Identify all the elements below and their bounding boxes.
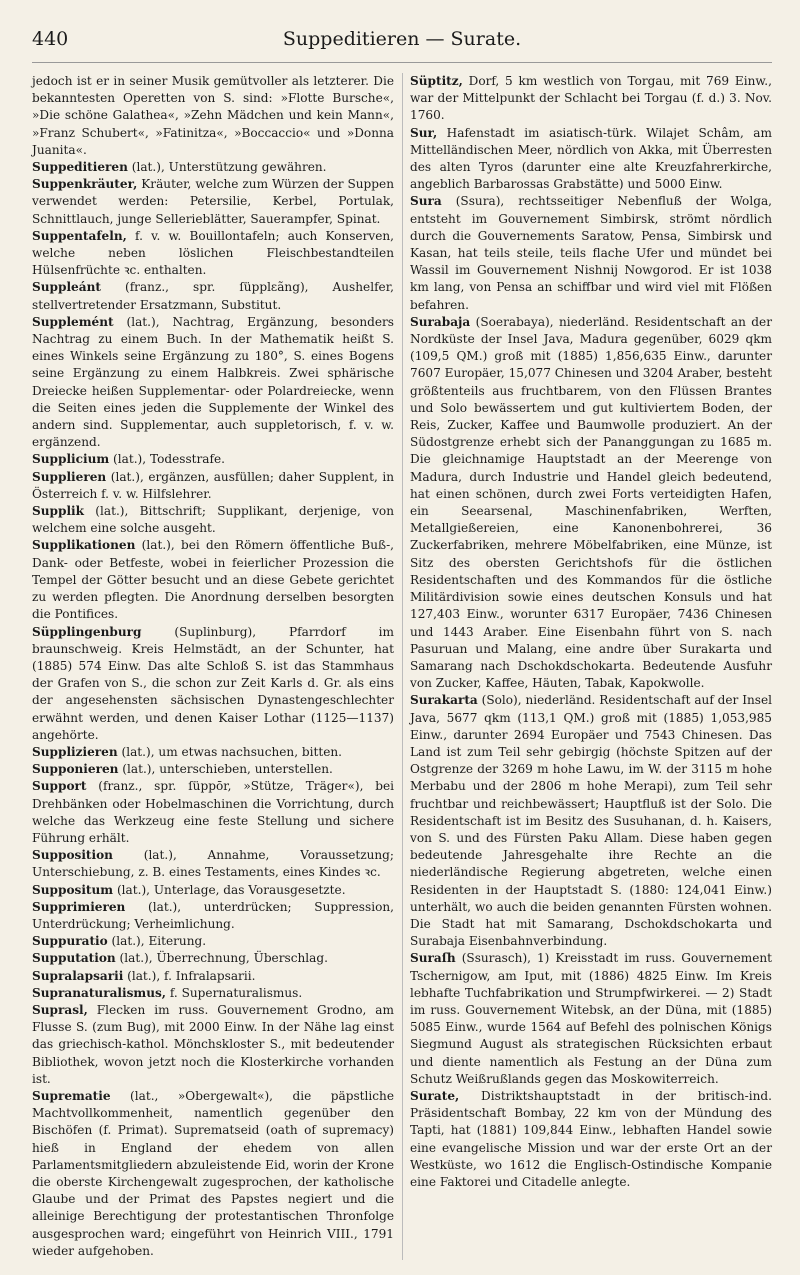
entry-headword: Suppentafeln, — [32, 228, 127, 243]
entry-text: Dorf, 5 km westlich von Torgau, mit 769 Einw., war der Mittelpunkt der Schlacht bei Torgau (f. d.) 3. Nov. 1760. — [410, 74, 772, 123]
dictionary-entry — [32, 933, 394, 950]
entry-headword: Surate, — [410, 1088, 460, 1103]
text-columns — [32, 73, 772, 1260]
entry-text: (lat., »Obergewalt«), die päpstliche Machtvollkommenheit, namentlich gegenüber den Bischöfen (f. Primat). Suprematseid (oath of supremacy) hieß in England der ehedem von allen Parlamentsmitgliedern abzuleistende Eid, worin der Krone die oberste Kirchengewalt zugesprochen, der katholische Glaube und der Primat des Papstes negiert und die alleinige Berechtigung der protestantischen Thronfolge ausgesprochen ward; eingeführt von Heinrich VIII., 1791 wieder aufgehoben. — [32, 1088, 394, 1258]
entry-text: (franz., spr. ſüpplɛãng), Aushelfer, stellvertretender Ersatzmann, Substitut. — [32, 280, 394, 312]
entry-text: (lat.), Bittschrift; Supplikant, derjenige, von welchem eine solche ausgeht. — [32, 504, 394, 536]
dictionary-entry — [32, 847, 394, 881]
entry-text: (lat.), unterschieben, unterstellen. — [118, 762, 333, 777]
entry-text: (lat.), f. Infralapsarii. — [123, 968, 256, 983]
entry-headword: Supponieren — [32, 762, 119, 777]
entry-text: (Suplinburg), Pfarrdorf im braunschweig. Kreis Helmstädt, an der Schunter, hat (1885) 574 Einw. Das alte Schloß S. ist das Stammhaus der Grafen von S., die schon zur Zeit Karls d. Gr. als eins der angesehensten sächsischen Dynastengeschlechter erwähnt werden, und denen Kaiser Lothar (1125—1137) angehörte. — [32, 624, 394, 742]
left-column — [32, 73, 394, 1260]
entry-headword: Suppeditieren — [32, 160, 128, 175]
entry-headword: Suraſh — [410, 951, 456, 966]
entry-headword: Suprematie — [32, 1088, 111, 1103]
column-divider — [402, 73, 403, 1260]
dictionary-entry — [32, 279, 394, 313]
dictionary-entry — [32, 537, 394, 623]
entry-text: Distriktshauptstadt in der britisch-ind. Präsidentschaft Bombay, 22 km von der Mündung des Tapti, hat (1881) 109,844 Einw., lebhaften Handel sowie eine evangelische Mission und war der erste Ort an der Westküste, wo 1612 die Englisch-Ostindische Kompanie eine Faktorei und Citadelle anlegte. — [410, 1088, 772, 1189]
entry-text: (lat.), ergänzen, ausfüllen; daher Supplent, in Österreich f. v. w. Hilfslehrer. — [32, 469, 394, 501]
entry-text: (Soerabaya), niederländ. Residentschaft an der Nordküste der Insel Java, Madura gegenüber, 6029 qkm (109,5 QM.) groß mit (1885) 1,856,635 Einw., darunter 7607 Europäer, 15,077 Chinesen und 3204 Araber, besteht größtenteils aus fruchtbarem, von den Flüssen Brantes und Solo bewässertem und gut kultiviertem Boden, der Reis, Zucker, Kaffee und Baumwolle produziert. An der Südostgrenze erhebt sich der Pananggungan zu 1685 m. Die gleichnamige Hauptstadt an der Meerenge von Madura, durch Industrie und Handel gleich bedeutend, hat einen schönen, durch zwei Forts verteidigten Hafen, ein Seearsenal, Maschinenfabriken, Werften, Metallgießereien, eine Kanonenbohrerei, 36 Zuckerfabriken, mehrere Möbelfabriken, eine Münze, ist Sitz des obersten Gerichtshofs für die östlichen Residentschaften und des Kommandos für die östliche Militärdivision sowie eines deutschen Konsuls und hat 127,403 Einw., worunter 6317 Europäer, 7436 Chinesen und 1443 Araber. Eine Eisenbahn führt von S. nach Pasuruan und Malang, eine andre über Surakarta und Samarang nach Dschokdschokarta. Bedeutende Ausfuhr von Zucker, Kaffee, Häuten, Tabak, Kapokwolle. — [410, 314, 772, 691]
dictionary-entry — [32, 451, 394, 468]
entry-headword: Suprasl, — [32, 1002, 88, 1017]
entry-headword: Supplemént — [32, 314, 114, 329]
entry-headword: Supralapsarii — [32, 968, 124, 983]
entry-headword: Supplikationen — [32, 538, 136, 553]
dictionary-entry — [32, 159, 394, 176]
entry-text: (lat.), Annahme, Voraussetzung; Unterschiebung, z. B. eines Testaments, eines Kindes ꝛc. — [32, 848, 394, 880]
dictionary-entry — [32, 1088, 394, 1260]
dictionary-entry — [32, 761, 394, 778]
entry-headword: Surakarta — [410, 693, 478, 708]
entry-headword: Surabaja — [410, 314, 471, 329]
dictionary-entry — [32, 778, 394, 847]
entry-text: Hafenstadt im asiatisch-türk. Wilajet Schâm, am Mittelländischen Meer, nördlich von Akka, mit Überresten des alten Tyros (darunter eine alte Kreuzfahrerkirche, angeblich Barbarossas Grabstätte) und 5000 Einw. — [410, 125, 772, 192]
dictionary-entry — [32, 624, 394, 744]
entry-headword: Support — [32, 779, 87, 794]
dictionary-entry — [32, 899, 394, 933]
entry-text: (lat.), bei den Römern öffentliche Buß-, Dank- oder Betfeste, wobei in feierlicher Prozession die Tempel der Götter besucht und an diese Gebete gerichtet zu werden pflegten. Die Anordnung derselben besorgten die Pontifices. — [32, 538, 394, 622]
entry-headword: Supputation — [32, 951, 116, 966]
entry-text: (lat.), um etwas nachsuchen, bitten. — [117, 744, 343, 759]
entry-text: (lat.), Überrechnung, Überschlag. — [115, 951, 328, 966]
dictionary-entry — [32, 882, 394, 899]
entry-text: (lat.), Nachtrag, Ergänzung, besonders Nachtrag zu einem Buch. In der Mathematik heißt S. eines Winkels seine Ergänzung zu 180°, S. eines Bogens seine Ergänzung zu einem Halbkreis. Zwei sphärische Dreiecke heißen Supplementar- oder Polardreiecke, wenn die Seiten eines jeden die Supplemente der Winkel des andern sind. Supplementar, auch suppletorisch, f. v. w. ergänzend. — [32, 314, 394, 450]
dictionary-entry — [32, 503, 394, 537]
entry-text: (Ssura), rechtsseitiger Nebenfluß der Wolga, entsteht im Gouvernement Simbirsk, strömt nördlich durch die Gouvernements Saratow, Pensa, Simbirsk und Kasan, hat teils steile, teils flache Ufer und mündet bei Wassil im Gouvernement Nishnij Nowgorod. Er ist 1038 km lang, von Pensa an schiffbar und wird viel mit Flößen befahren. — [410, 194, 772, 312]
entry-headword: Supplieren — [32, 469, 107, 484]
entry-text: (Solo), niederländ. Residentschaft auf der Insel Java, 5677 qkm (113,1 QM.) groß mit (1885) 1,053,985 Einw., darunter 2694 Europäer und 7543 Chinesen. Das Land ist zum Teil sehr gebirgig (höchste Spitzen auf der Ostgrenze der 3269 m hohe Lawu, im W. der 3115 m hohe Merbabu und der 2806 m hohe Merapi), zum Teil sehr fruchtbar und reichbewässert; Hauptfluß ist der Solo. Die Residentschaft ist im Besitz des Susuhanan, d. h. Kaisers, von S. und des Fürsten Paku Allam. Diese haben gegen bedeutende Jahresgehalte ihre Rechte an die niederländische Regierung abgetreten, welche einen Residenten in der Hauptstadt S. (1880: 124,041 Einw.) unterhält, wo auch die beiden genannten Fürsten wohnen. Die Stadt hat mit Samarang, Dschokdschokarta und Surabaja Eisenbahnverbindung. — [410, 693, 772, 949]
page-header — [32, 28, 772, 63]
dictionary-entry — [410, 125, 772, 194]
dictionary-entry — [32, 985, 394, 1002]
entry-text: jedoch ist er in seiner Musik gemütvoller als letzterer. Die bekanntesten Operetten von S. sind: »Flotte Bursche«, »Die schöne Galathea«, »Zehn Mädchen und kein Mann«, »Franz Schubert«, »Fatinitza«, »Boccaccio« und »Donna Juanita«. — [32, 74, 394, 157]
right-column — [410, 73, 772, 1260]
entry-text: f. v. w. Bouillontafeln; auch Konserven, welche neben löslichen Fleischbestandteilen Hülsenfrüchte ꝛc. enthalten. — [32, 228, 394, 278]
entry-headword: Sura — [410, 194, 442, 209]
entry-headword: Suppositum — [32, 882, 114, 897]
entry-text: Kräuter, welche zum Würzen der Suppen verwendet werden: Petersilie, Kerbel, Portulak, Schnittlauch, junge Sellerieblätter, Sauerampfer, Spinat. — [32, 177, 394, 226]
dictionary-entry — [32, 968, 394, 985]
entry-headword: Sur, — [410, 125, 438, 140]
dictionary-entry — [32, 314, 394, 452]
entry-text: (lat.), Todesstrafe. — [109, 452, 225, 467]
entry-headword: Suppleánt — [32, 280, 101, 295]
dictionary-entry — [32, 176, 394, 228]
entry-text: (franz., spr. ſüppōr, »Stütze, Träger«), bei Drehbänken oder Hobelmaschinen die Vorrichtung, durch welche das Werkzeug eine feste Stellung und sichere Führung erhält. — [32, 779, 394, 845]
entry-headword: Suppuratio — [32, 934, 108, 949]
entry-text: (Ssurasch), 1) Kreisstadt im russ. Gouvernement Tschernigow, am Iput, mit (1886) 4825 Einw. Im Kreis lebhafte Tuchfabrikation und Strumpfwirkerei. — 2) Stadt im russ. Gouvernement Witebsk, an der Düna, mit (1885) 5085 Einw., wurde 1564 auf Befehl des polnischen Königs Siegmund August als strategischen Rücksichten erbaut und diente namentlich als Festung an der Düna zum Schutz Weißrußlands gegen das Moskowiterreich. — [410, 951, 772, 1086]
dictionary-entry — [32, 228, 394, 280]
entry-text: f. Supernaturalismus. — [166, 985, 303, 1000]
entry-headword: Supplizieren — [32, 744, 118, 759]
entry-headword: Süpplingenburg — [32, 624, 142, 639]
entry-text: (lat.), Unterstützung gewähren. — [127, 160, 327, 175]
dictionary-entry — [32, 950, 394, 967]
running-title: Suppeditieren — Surate. — [282, 28, 522, 50]
dictionary-entry — [410, 314, 772, 692]
entry-headword: Süptitz, — [410, 74, 463, 88]
dictionary-entry — [32, 744, 394, 761]
dictionary-entry — [32, 469, 394, 503]
dictionary-entry — [410, 1088, 772, 1191]
dictionary-entry — [410, 193, 772, 313]
dictionary-entry — [410, 692, 772, 950]
entry-headword: Supplicium — [32, 452, 110, 467]
dictionary-entry — [410, 73, 772, 125]
page-number: 440 — [32, 28, 69, 50]
entry-headword: Supposition — [32, 848, 113, 863]
entry-text: (lat.), Unterlage, das Vorausgesetzte. — [113, 882, 346, 897]
entry-headword: Supplik — [32, 504, 85, 519]
entry-headword: Supranaturalismus, — [32, 985, 167, 1000]
entry-text: (lat.), unterdrücken; Suppression, Unterdrückung; Verheimlichung. — [32, 899, 394, 931]
entry-headword: Supprimieren — [32, 899, 126, 914]
entry-text: (lat.), Eiterung. — [107, 934, 207, 949]
entry-text: Flecken im russ. Gouvernement Grodno, am Flusse S. (zum Bug), mit 2000 Einw. In der Nähe lag einst das griechisch-kathol. Mönchskloster S., mit bedeutender Bibliothek, wovon jetzt noch die Klosterkirche vorhanden ist. — [32, 1002, 394, 1086]
entry-headword: Suppenkräuter, — [32, 177, 138, 192]
dictionary-entry — [410, 950, 772, 1088]
dictionary-entry — [32, 73, 394, 159]
dictionary-entry — [32, 1002, 394, 1088]
